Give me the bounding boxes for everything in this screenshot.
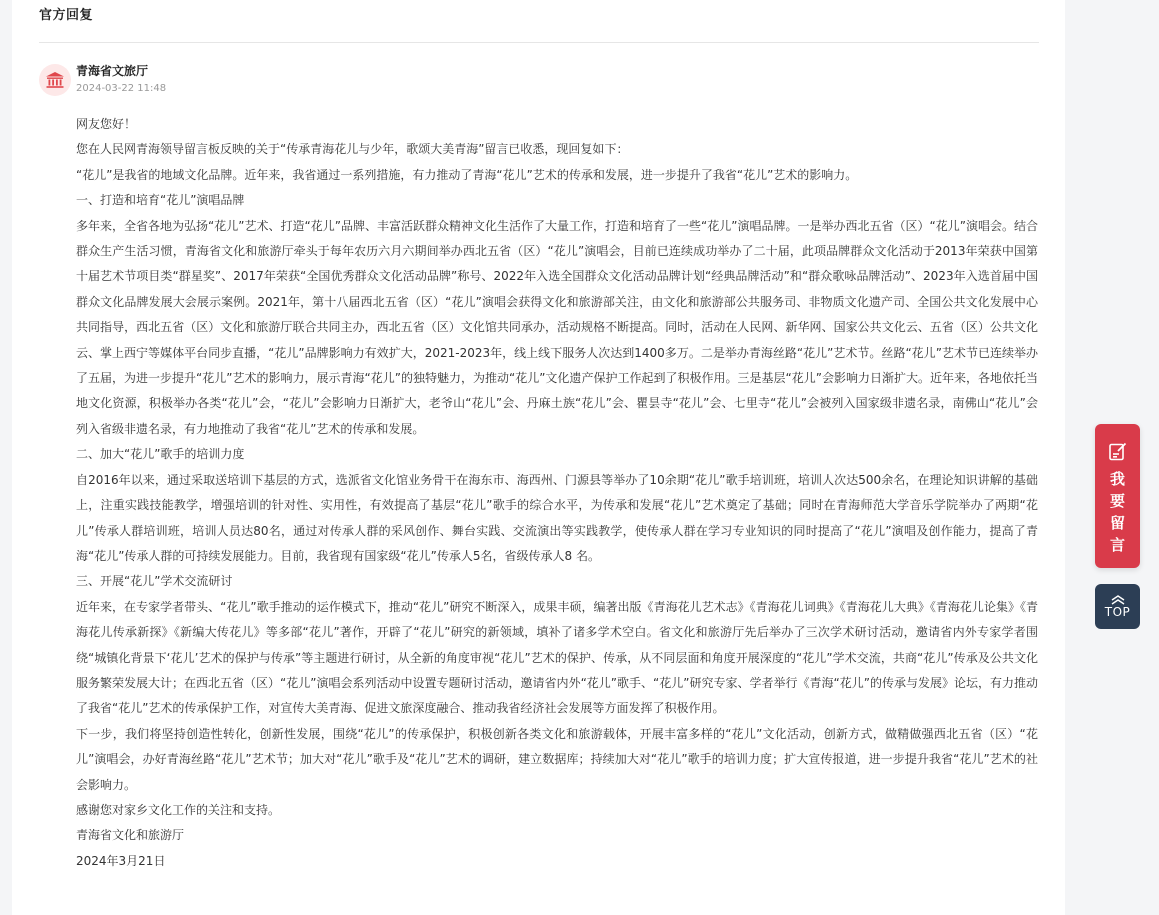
leave-message-label: 我要留言: [1109, 470, 1125, 554]
official-reply-card: [12, 0, 1065, 915]
reply-body: [76, 112, 1038, 874]
reply-paragraph: 近年来，在专家学者带头、“花儿”歌手推动的运作模式下，推动“花儿”研究不断深入，成果丰硕，编著出版《青海花儿艺术志》《青海花儿词典》《青海花儿大典》《青海花儿论集》《青海花儿传承新探》《新编大传花儿》等多部“花儿”著作，开辟了“花儿”研究的新领域，填补了诸多学术空白。省文化和旅游厅先后举办了三次学术研讨活动，邀请省内外专家学者围绕“城镇化背景下‘花儿’艺术的保护与传承”等主题进行研讨，从全新的角度审视“花儿”艺术的保护、传承，从不同层面和角度开展深度的“花儿”学术交流，共商“花儿”传承及公共文化服务繁荣发展大计；在西北五省（区）“花儿”演唱会系列活动中设置专题研讨活动，邀请省内外“花儿”歌手、“花儿”研究专家、学者举行《青海“花儿”的传承与发展》论坛，有力推动了我省“花儿”艺术的传承保护工作，对宣传大美青海、促进文旅深度融合、推动我省经济社会发展等方面发挥了积极作用。: [76, 599, 1038, 716]
government-building-icon: [45, 71, 65, 89]
reply-paragraph: 您在人民网青海领导留言板反映的关于“传承青海花儿与少年，歌颂大美青海”留言已收悉，现回复如下：: [76, 142, 629, 157]
reply-paragraph: 网友您好！: [76, 117, 137, 131]
reply-paragraph: 感谢您对家乡文化工作的关注和支持。: [76, 802, 281, 817]
section-title: 官方回复: [39, 8, 94, 23]
reply-paragraph: 自2016年以来，通过采取送培训下基层的方式，选派省文化馆业务骨干在海东市、海西州、门源县等举办了10余期“花儿”歌手培训班，培训人次达500余名，在理论知识讲解的基础上，注重实践技能教学，增强培训的针对性、实用性，有效提高了基层“花儿”歌手的综合水平，为传承和发展“花儿”艺术奠定了基础；同时在青海师范大学音乐学院举办了两期“花儿”传承人群培训班，培训人员达80名，通过对传承人群的采风创作、舞台实践、交流演出等实践教学，使传承人群在学习专业知识的同时提高了“花儿”演唱及创作能力，提高了青海“花儿”传承人群的可持续发展能力。目前，我省现有国家级“花儿”传承人5名，省级传承人8 名。: [76, 472, 1038, 563]
org-name: 青海省文旅厅: [76, 64, 149, 78]
reply-paragraph: “花儿”是我省的地域文化品牌。近年来，我省通过一系列措施，有力推动了青海“花儿”艺术的传承和发展，进一步提升了我省“花儿”艺术的影响力。: [76, 167, 858, 182]
org-avatar: [39, 64, 71, 96]
edit-message-icon: [1108, 442, 1128, 462]
double-chevron-up-icon: [1110, 595, 1126, 605]
reply-time: 2024-03-22 11:48: [76, 83, 167, 94]
divider: [39, 42, 1039, 43]
reply-signature: 青海省文化和旅游厅: [76, 828, 185, 843]
reply-paragraph: 多年来，全省各地为弘扬“花儿”艺术、打造“花儿”品牌、丰富活跃群众精神文化生活作了大量工作，打造和培育了一些“花儿”演唱品牌。一是举办西北五省（区）“花儿”演唱会。结合群众生产生活习惯，青海省文化和旅游厅牵头于每年农历六月六期间举办西北五省（区）“花儿”演唱会，目前已连续成功举办了二十届，此项品牌群众文化活动于2013年荣获中国第十届艺术节项目类“群星奖”、2017年荣获“全国优秀群众文化活动品牌”称号、2022年入选全国群众文化活动品牌计划“经典品牌活动”和“群众歌咏品牌活动”、2023年入选首届中国群众文化品牌发展大会展示案例。2021年，第十八届西北五省（区）“花儿”演唱会获得文化和旅游部关注，由文化和旅游部公共服务司、非物质文化遗产司、全国公共文化发展中心共同指导，西北五省（区）文化和旅游厅联合共同主办，西北五省（区）文化馆共同承办，活动规格不断提高。同时，活动在人民网、新华网、国家公共文化云、五省（区）公共文化云、掌上西宁等媒体平台同步直播，“花儿”品牌影响力有效扩大，2021-2023年，线上线下服务人次达到1400多万。二是举办青海丝路“花儿”艺术节。丝路“花儿”艺术节已连续举办了五届，为进一步提升“花儿”艺术的影响力，展示青海“花儿”的独特魅力，为推动“花儿”文化遗产保护工作起到了积极作用。三是基层“花儿”会影响力日渐扩大。近年来，各地依托当地文化资源，积极举办各类“花儿”会，“花儿”会影响力日渐扩大，老爷山“花儿”会、丹麻土族“花儿”会、瞿昙寺“花儿”会、七里寺“花儿”会被列入国家级非遗名录，南佛山“花儿”会列入省级非遗名录，有力地推动了我省“花儿”艺术的传承和发展。: [76, 218, 1038, 436]
reply-paragraph: 三、开展“花儿”学术交流研讨: [76, 574, 233, 589]
reply-paragraph: 一、打造和培育“花儿”演唱品牌: [76, 193, 245, 208]
reply-date: 2024年3月21日: [76, 853, 166, 868]
reply-paragraph: 下一步，我们将坚持创造性转化，创新性发展，围绕“花儿”的传承保护，积极创新各类文化和旅游载体，开展丰富多样的“花儿”文化活动，创新方式，做精做强西北五省（区）“花儿”演唱会，办好青海丝路“花儿”艺术节；加大对“花儿”歌手及“花儿”艺术的调研，建立数据库；持续加大对“花儿”歌手的培训力度；扩大宣传报道，进一步提升我省“花儿”艺术的社会影响力。: [76, 726, 1038, 792]
leave-message-button[interactable]: [1095, 424, 1140, 568]
back-to-top-button[interactable]: [1095, 584, 1140, 629]
reply-paragraph: 二、加大“花儿”歌手的培训力度: [76, 447, 245, 462]
back-to-top-label: TOP: [1104, 604, 1131, 619]
